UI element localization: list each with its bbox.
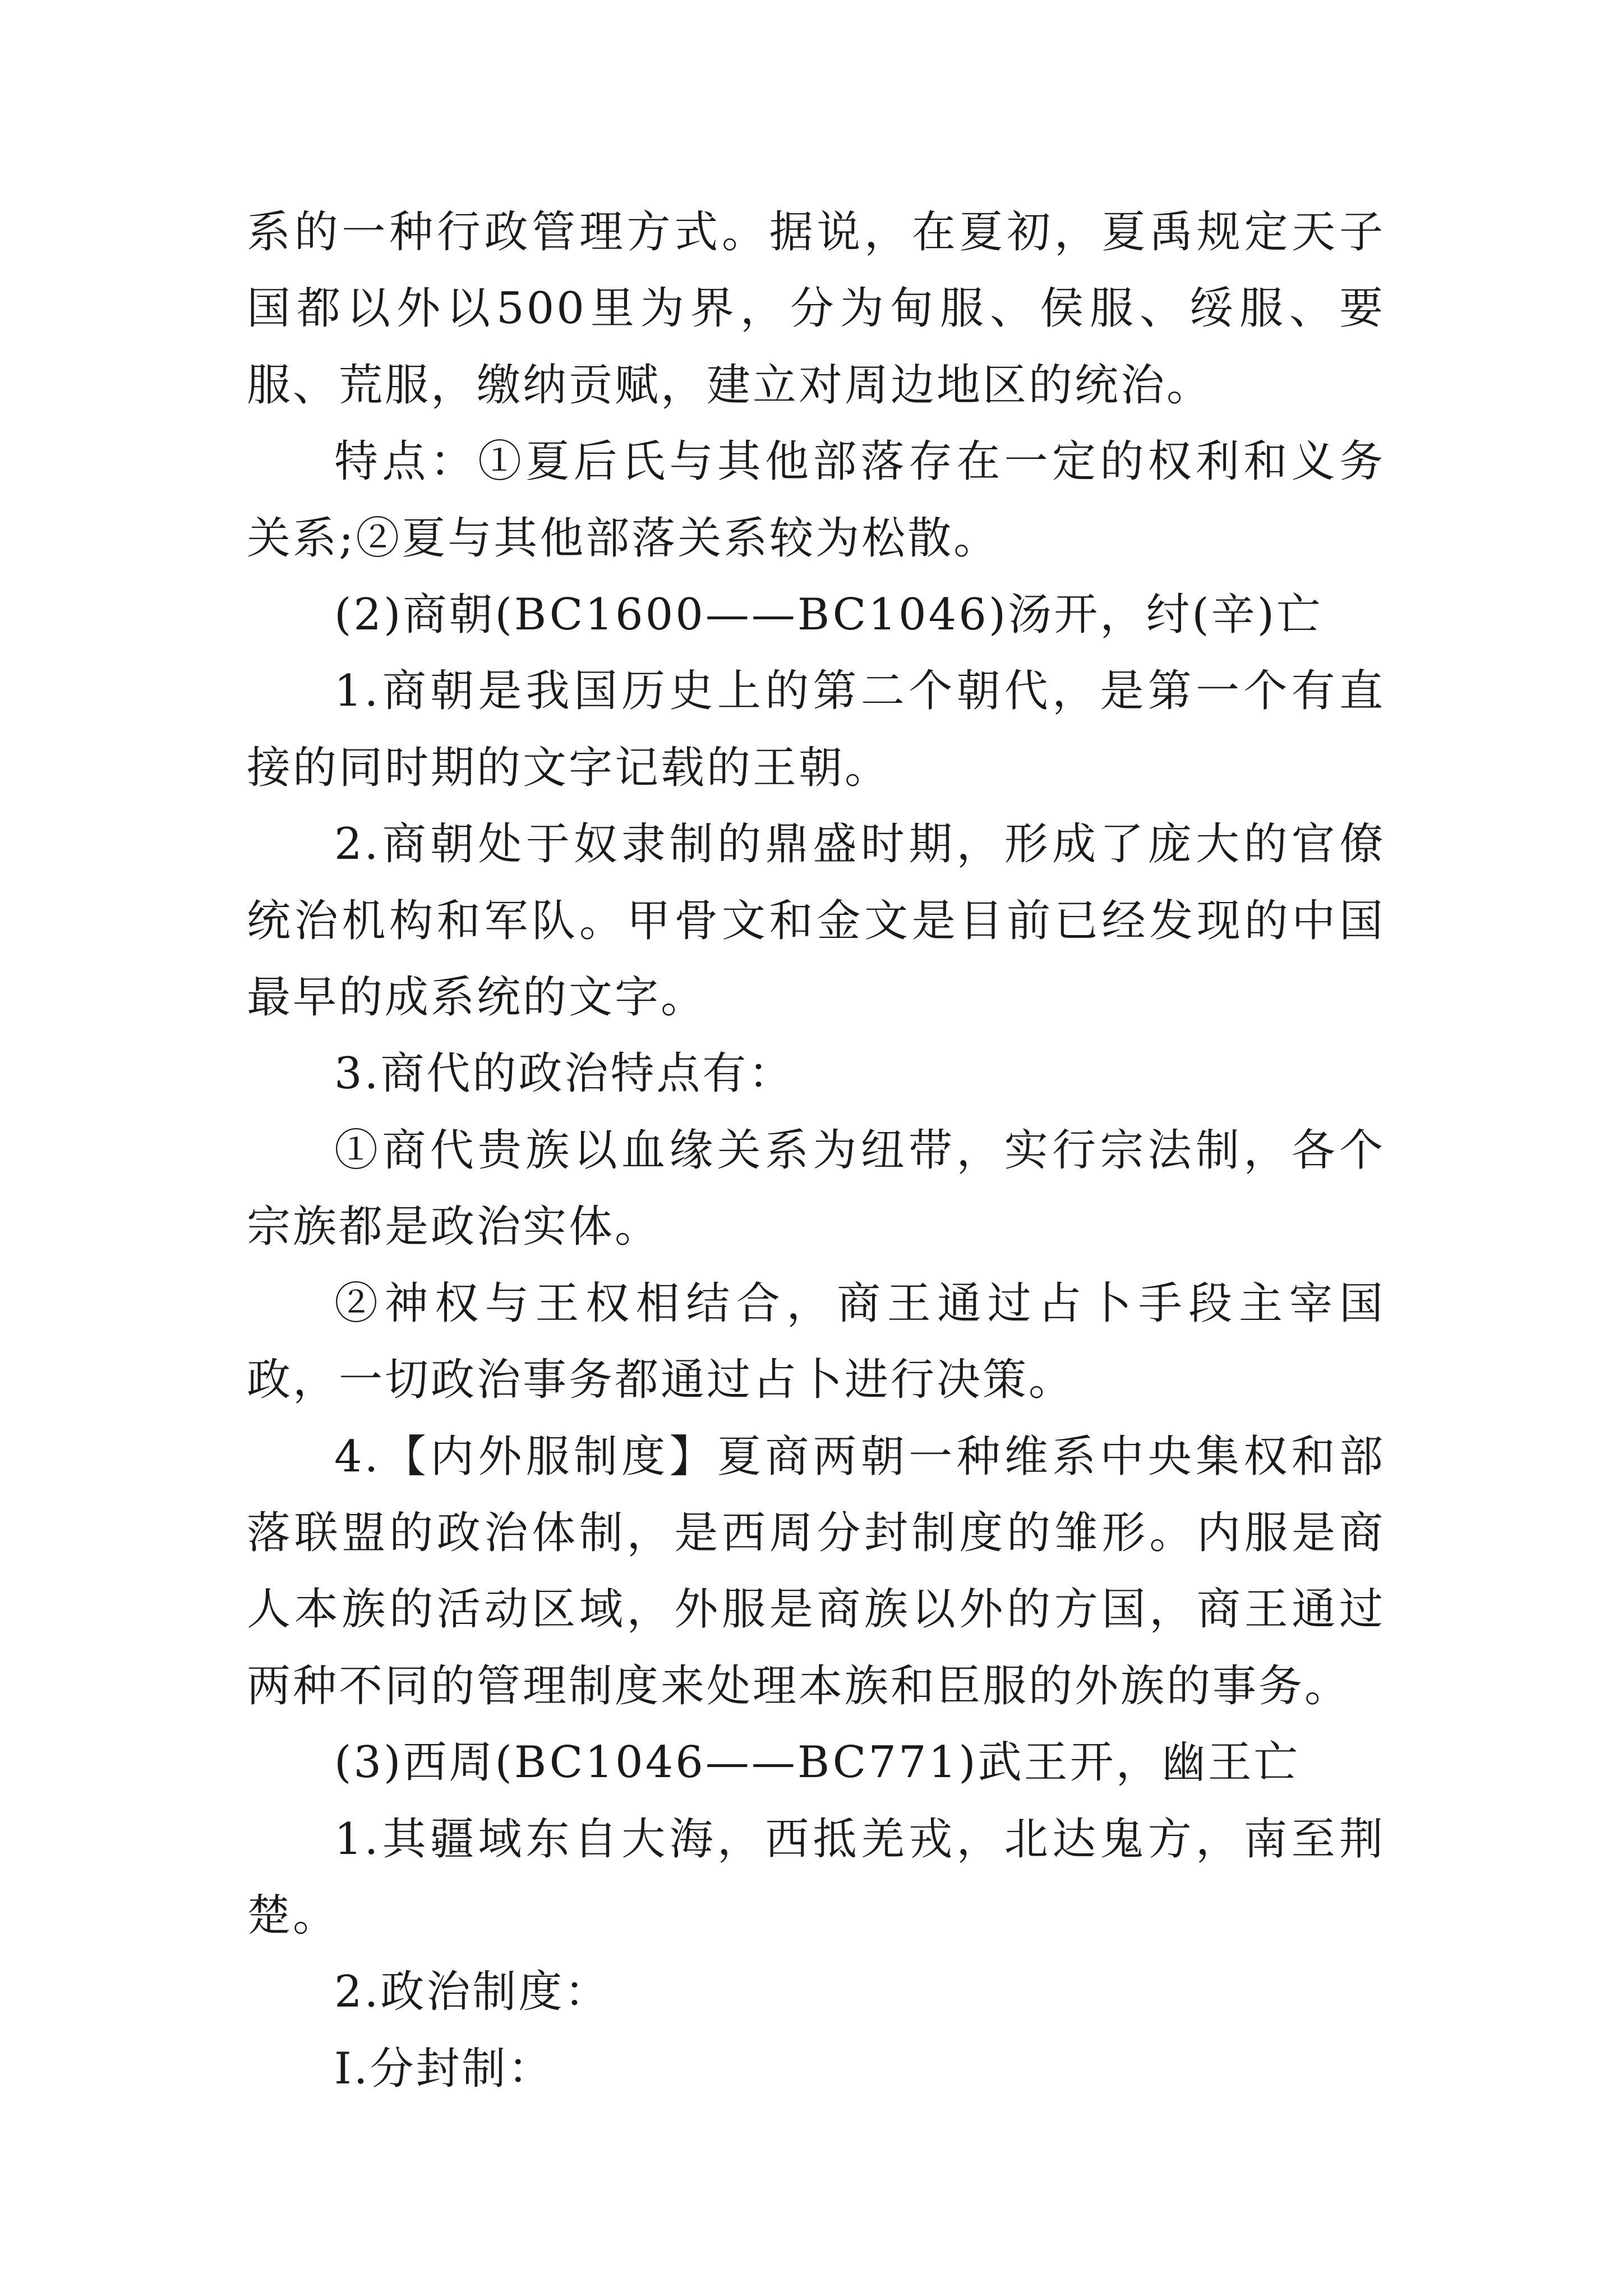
- paragraph-zhou-point-1: 1.其疆域东自大海，西抵羌戎，北达鬼方，南至荆楚。: [247, 1814, 1385, 1941]
- heading-shang-dynasty: (2)商朝(BC1600——BC1046)汤开，纣(辛)亡: [334, 590, 1323, 641]
- paragraph-xia-features: 特点：①夏后氏与其他部落存在一定的权利和义务关系;②夏与其他部落关系较为松散。: [247, 436, 1385, 564]
- paragraph-zhou-point-2: 2.政治制度：: [334, 1967, 611, 2018]
- document-body: [247, 194, 1385, 2107]
- paragraph-shang-point-3: 3.商代的政治特点有：: [334, 1048, 795, 1099]
- paragraph-shang-feature-2: ②神权与王权相结合，商王通过占卜手段主宰国政，一切政治事务都通过占卜进行决策。: [247, 1278, 1385, 1406]
- paragraph-shang-point-4: 4.【内外服制度】夏商两朝一种维系中央集权和部落联盟的政治体制，是西周分封制度的雏形。内服是商人本族的活动区域，外服是商族以外的方国，商王通过两种不同的管理制度来处理本族和臣服的外族的事务。: [247, 1431, 1385, 1711]
- paragraph-shang-feature-1: ①商代贵族以血缘关系为纽带，实行宗法制，各个宗族都是政治实体。: [247, 1125, 1385, 1253]
- heading-western-zhou: (3)西周(BC1046——BC771)武王开，幽王亡: [334, 1737, 1300, 1788]
- paragraph-shang-point-2: 2.商朝处于奴隶制的鼎盛时期，形成了庞大的官僚统治机构和军队。甲骨文和金文是目前已经发现的中国最早的成系统的文字。: [247, 819, 1385, 1023]
- paragraph-shang-point-1: 1.商朝是我国历史上的第二个朝代，是第一个有直接的同时期的文字记载的王朝。: [247, 666, 1385, 793]
- paragraph-zhou-subpoint-1: Ⅰ.分封制：: [334, 2043, 554, 2094]
- paragraph-xia-administration: 系的一种行政管理方式。据说，在夏初，夏禹规定天子国都以外以500里为界，分为甸服、侯服、绥服、要服、荒服，缴纳贡赋，建立对周边地区的统治。: [247, 207, 1385, 411]
